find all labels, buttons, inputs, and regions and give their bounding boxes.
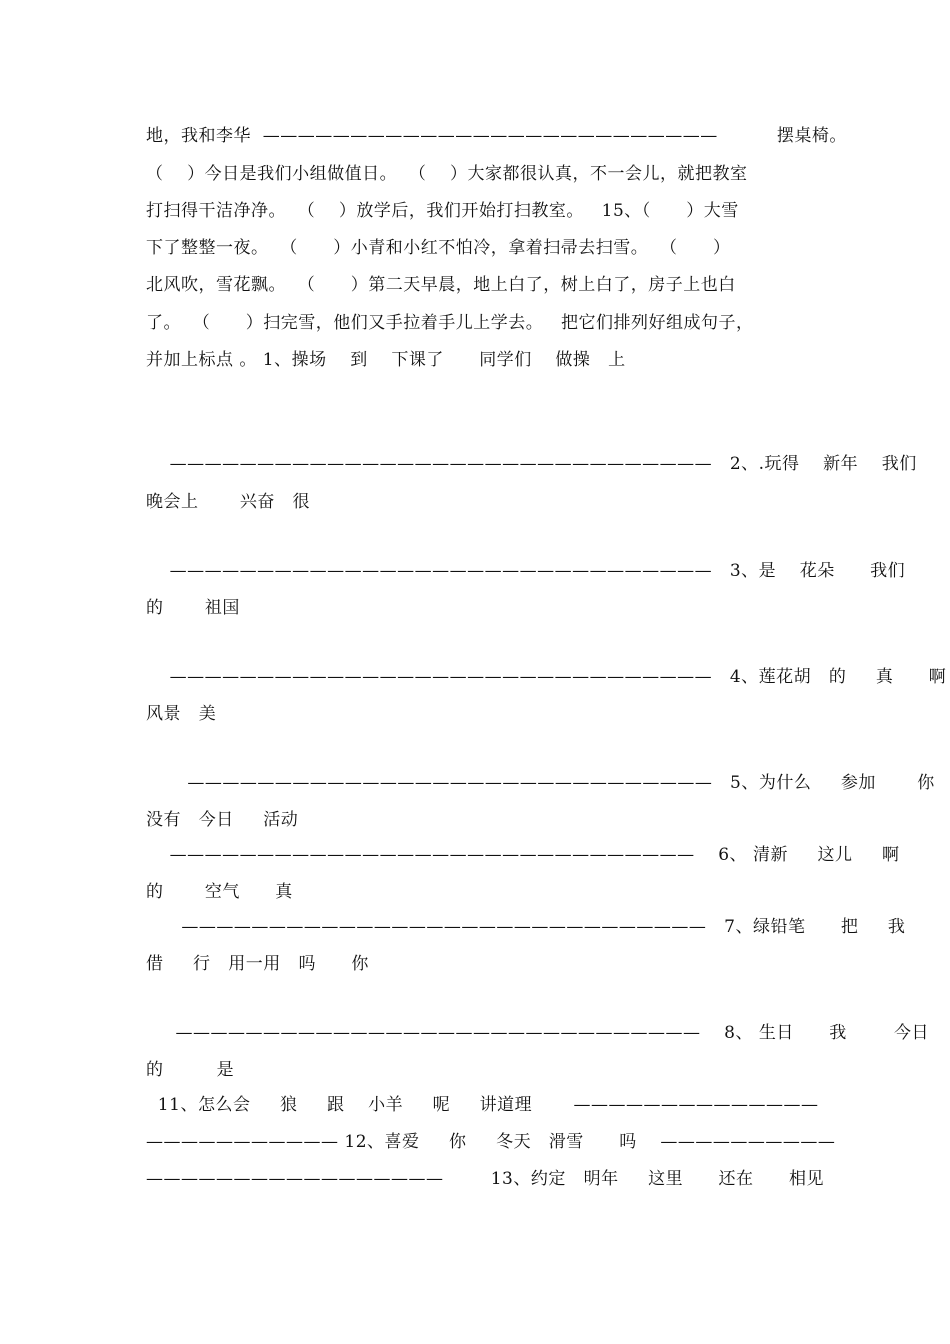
- exercise-line-13: ————————————————— 13、约定 明年 这里 还在 相见: [146, 1169, 824, 1189]
- exercise-words-8: 的 是: [146, 1060, 235, 1080]
- answer-line-7: —————————————————————————————— 8、 生日 我 今日: [146, 1023, 930, 1043]
- exercise-words-7: 借 行 用一用 吗 你: [146, 954, 369, 974]
- text-line-6: 了。 （ ）扫完雪，他们又手拉着手儿上学去。 把它们排列好组成句子，: [146, 313, 754, 333]
- answer-line-2: ——————————————————————————————— 3、是 花朵 我们: [146, 561, 906, 581]
- answer-line-1: ——————————————————————————————— 2、.玩得 新年 我们: [146, 454, 917, 474]
- exercise-words-4: 风景 美: [146, 704, 217, 724]
- answer-line-4: —————————————————————————————— 5、为什么 参加 你: [146, 773, 935, 793]
- answer-line-6: —————————————————————————————— 7、绿铅笔 把 我: [146, 917, 906, 937]
- text-line-2: （ ）今日是我们小组做值日。 （ ）大家都很认真，不一会儿，就把教室: [146, 164, 748, 184]
- exercise-words-2: 晚会上 兴奋 很: [146, 492, 311, 512]
- text-line-1: 地，我和李华 —————————————————————————— 摆桌椅。: [146, 126, 847, 146]
- exercise-words-3: 的 祖国: [146, 598, 240, 618]
- text-line-3: 打扫得干洁净净。 （ ）放学后，我们开始打扫教室。 15、（ ）大雪: [146, 201, 739, 221]
- answer-line-5: —————————————————————————————— 6、 清新 这儿 啊: [146, 845, 900, 865]
- answer-line-3: ——————————————————————————————— 4、莲花胡 的 真 啊: [146, 667, 947, 687]
- text-line-7: 并加上标点 。 1、操场 到 下课了 同学们 做操 上: [146, 350, 626, 370]
- exercise-line-11: 11、怎么会 狼 跟 小羊 呢 讲道理 ——————————————: [146, 1095, 819, 1115]
- text-line-4: 下了整整一夜。 （ ）小青和小红不怕冷，拿着扫帚去扫雪。 （ ）: [146, 238, 731, 258]
- text-line-5: 北风吹，雪花飘。 （ ）第二天早晨，地上白了，树上白了，房子上也白: [146, 275, 736, 295]
- exercise-line-12: ——————————— 12、喜爱 你 冬天 滑雪 吗 ——————————: [146, 1132, 836, 1152]
- exercise-words-5: 没有 今日 活动: [146, 810, 299, 830]
- exercise-words-6: 的 空气 真: [146, 882, 293, 902]
